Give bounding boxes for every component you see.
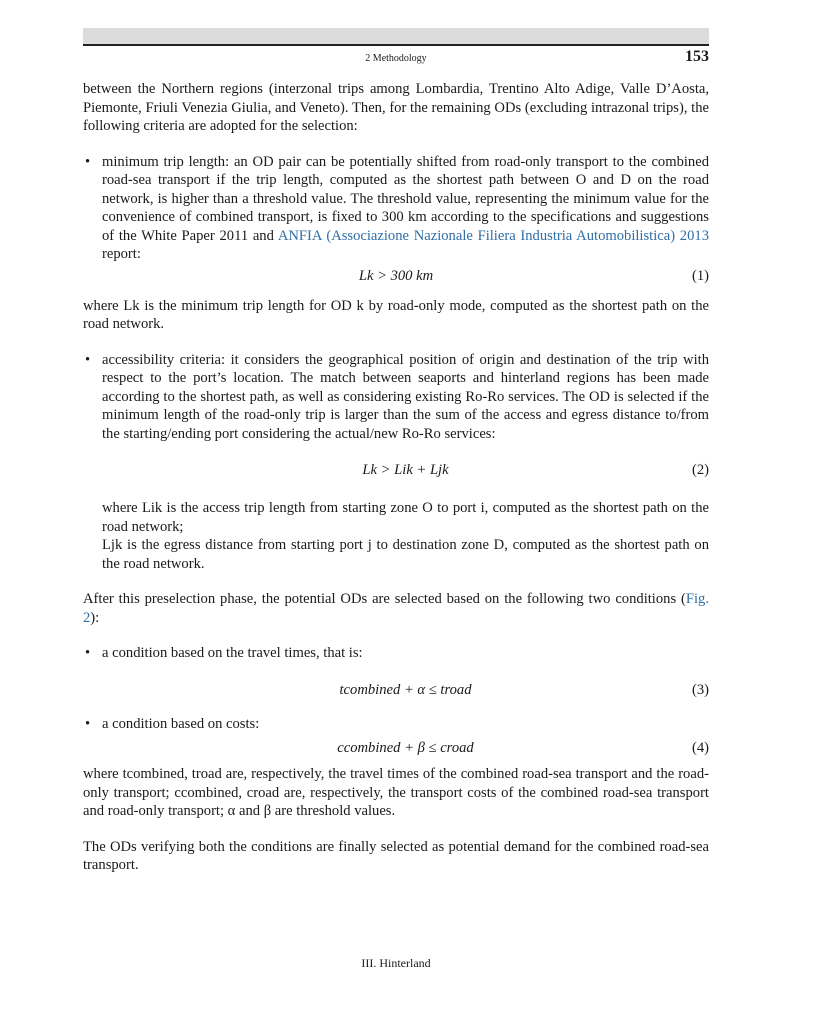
running-head	[83, 50, 709, 70]
body-text	[83, 80, 709, 892]
bullet-text-end: report:	[102, 246, 141, 262]
equation-4-number: (4)	[691, 740, 709, 756]
intro-paragraph: between the Northern regions (interzonal trips among Lombardia, Trentino Alto Adige, Valle D’Aosta, Piemonte, Friuli Venezia Giulia, and Veneto). Then, for the remaining ODs (excluding intrazonal trips), the following criteria are adopted for the selection:	[83, 81, 709, 134]
bullet-minimum-trip-length	[83, 153, 709, 264]
equation-1-number: (1)	[691, 267, 709, 284]
conclusion-paragraph: The ODs verifying both the conditions are finally selected as potential demand for the combined road-sea transport.	[83, 838, 709, 873]
equation-2-number: (2)	[691, 462, 709, 478]
header-band	[83, 28, 709, 46]
page-number: 153	[685, 48, 709, 65]
bullet-accessibility-criteria: • accessibility criteria: it considers the geographical position of origin and destination of the trip with respect to the port’s location. The match between seaports and hinterland regions has been made according to the shortest path, as well as considering existing Ro-Ro services. The OD is selected if the minimum length of the road-only trip is larger than the sum of the access and egress distance to/from the starting/ending port considering the actual/new Ro-Ro services:	[83, 351, 709, 444]
bullet-costs: • a condition based on costs:	[83, 715, 709, 734]
where-paragraph-1: where Lk is the minimum trip length for OD k by road-only mode, computed as the shortest path on the road network.	[83, 297, 709, 332]
equation-3	[102, 681, 709, 701]
where-paragraph-3: where tcombined, troad are, respectively, the travel times of the combined road-sea transport and the road-only transport; ccombined, croad are, respectively, the transport costs of the combined road-sea transport and road-only transport; α and β are threshold values.	[83, 766, 709, 819]
part-footer: III. Hinterland	[361, 956, 431, 970]
equation-3-number: (3)	[691, 681, 709, 698]
anfia-reference-link[interactable]: ANFIA (Associazione Nazionale Filiera Industria Automobilistica) 2013	[277, 227, 709, 244]
where-paragraph-2a: where Lik is the access trip length from starting zone O to port i, computed as the shortest path on the road network;	[102, 500, 709, 535]
equation-2	[102, 461, 709, 481]
running-title: 2 Methodology	[365, 53, 427, 64]
equation-3-math: tcombined + α ≤ troad	[339, 681, 472, 698]
equation-4-math: ccombined + β ≤ croad	[337, 740, 474, 756]
figure-2-link[interactable]: Fig. 2	[83, 591, 709, 626]
bullet-travel-times: • a condition based on the travel times, that is:	[83, 644, 709, 663]
preselection-paragraph: After this preselection phase, the potential ODs are selected based on the following two conditions (Fig. 2):	[83, 591, 709, 626]
equation-4	[102, 739, 709, 759]
equation-1	[83, 267, 709, 287]
equation-2-math: Lk > Lik + Ljk	[362, 462, 449, 478]
where-paragraph-2b: Ljk is the egress distance from starting port j to destination zone D, computed as the shortest path on the road network.	[102, 537, 709, 572]
equation-1-math: Lk > 300 km	[358, 267, 434, 284]
bullet-text: minimum trip length: an OD pair can be potentially shifted from road-only transport to the combined road-sea transport if the trip length, computed as the shortest path between O and D on the road network, is higher than a threshold value. The threshold value, representing the minimum value for the convenience of combined transport, is fixed to 300 km according to the specifications and suggestions of the White Paper 2011 and	[102, 153, 709, 244]
